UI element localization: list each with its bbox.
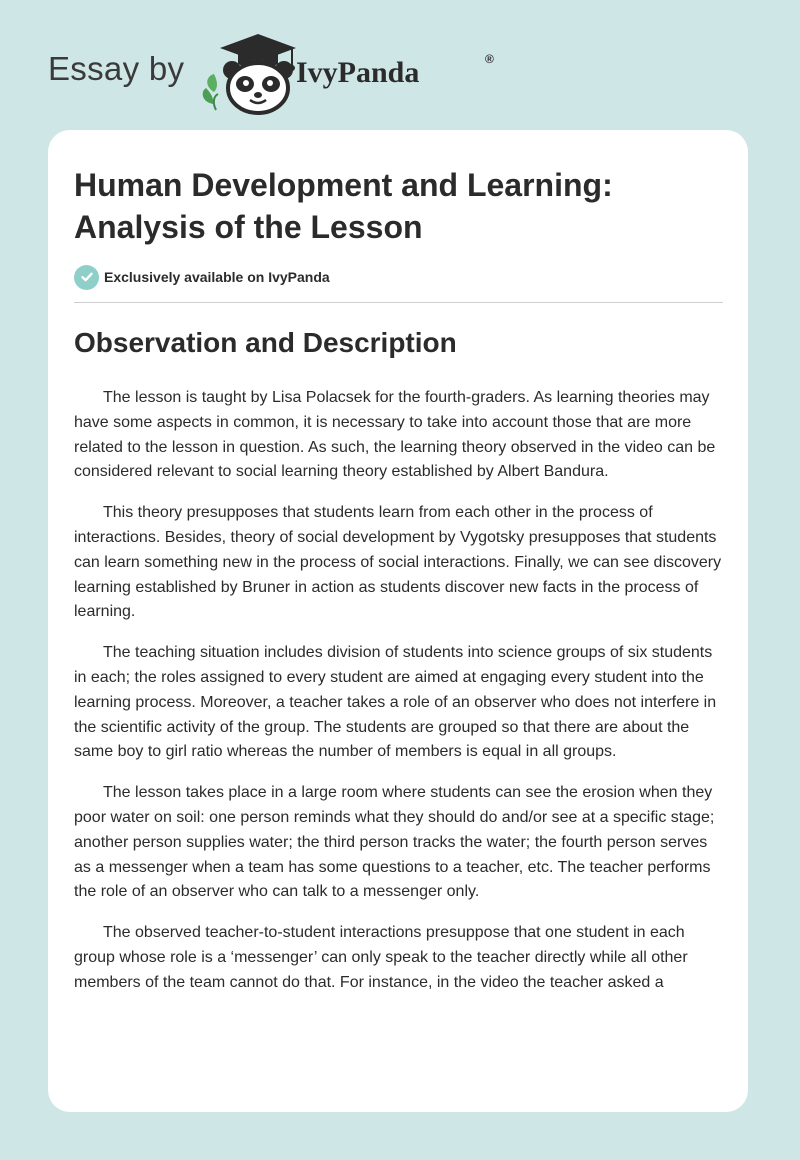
registered-mark: ® bbox=[485, 52, 494, 66]
paragraph: The lesson takes place in a large room where students can see the erosion when they poor water on soil: one person reminds what they should do and/or see at a specific stage; another person supplies water; the third person tracks the water; the fourth person serves as a messenger when a team has some questions to a teacher, etc. The teacher performs the role of an observer who can talk to a messenger only. bbox=[74, 784, 715, 901]
paragraph: This theory presupposes that students learn from each other in the process of interactions. Besides, theory of social development by Vygotsky presupposes that students can learn something new in the process of social interactions. Finally, we can see discovery learning established by Bruner in action as students discover new facts in the process of learning. bbox=[74, 504, 722, 621]
paragraph: The observed teacher-to-student interactions presuppose that one student in each group whose role is a ‘messenger’ can only speak to the teacher directly while all other members of the team cannot do that. For instance, in the video the teacher asked a bbox=[74, 924, 688, 991]
check-icon bbox=[74, 265, 99, 290]
essay-body bbox=[74, 386, 724, 1012]
essay-by-label: Essay by bbox=[48, 50, 185, 87]
paragraph: The lesson is taught by Lisa Polacsek for the fourth-graders. As learning theories may have some aspects in common, it is necessary to take into account those that are more related to the lesson in question. As such, the learning theory observed in the video can be considered relevant to social learning theory established by Albert Bandura. bbox=[74, 389, 716, 481]
paragraph: The teaching situation includes division of students into science groups of six students in each; the roles assigned to every student are aimed at engaging every student into the learning process. Moreover, a teacher takes a role of an observer who does not interfere in the scientific activity of the group. The students are grouped so that there are about the same boy to girl ratio whereas the number of members is equal in all groups. bbox=[74, 644, 717, 761]
panda-logo-icon[interactable] bbox=[200, 32, 304, 116]
exclusive-badge-text: Exclusively available on IvyPanda bbox=[104, 269, 330, 285]
site-header bbox=[48, 28, 748, 118]
essay-title: Human Development and Learning: Analysis of the Lesson bbox=[74, 167, 613, 245]
section-title: Observation and Description bbox=[74, 327, 457, 358]
exclusive-badge bbox=[74, 264, 330, 290]
brand-name[interactable]: IvyPanda bbox=[296, 56, 420, 89]
essay-card bbox=[48, 130, 748, 1112]
divider bbox=[74, 302, 723, 303]
